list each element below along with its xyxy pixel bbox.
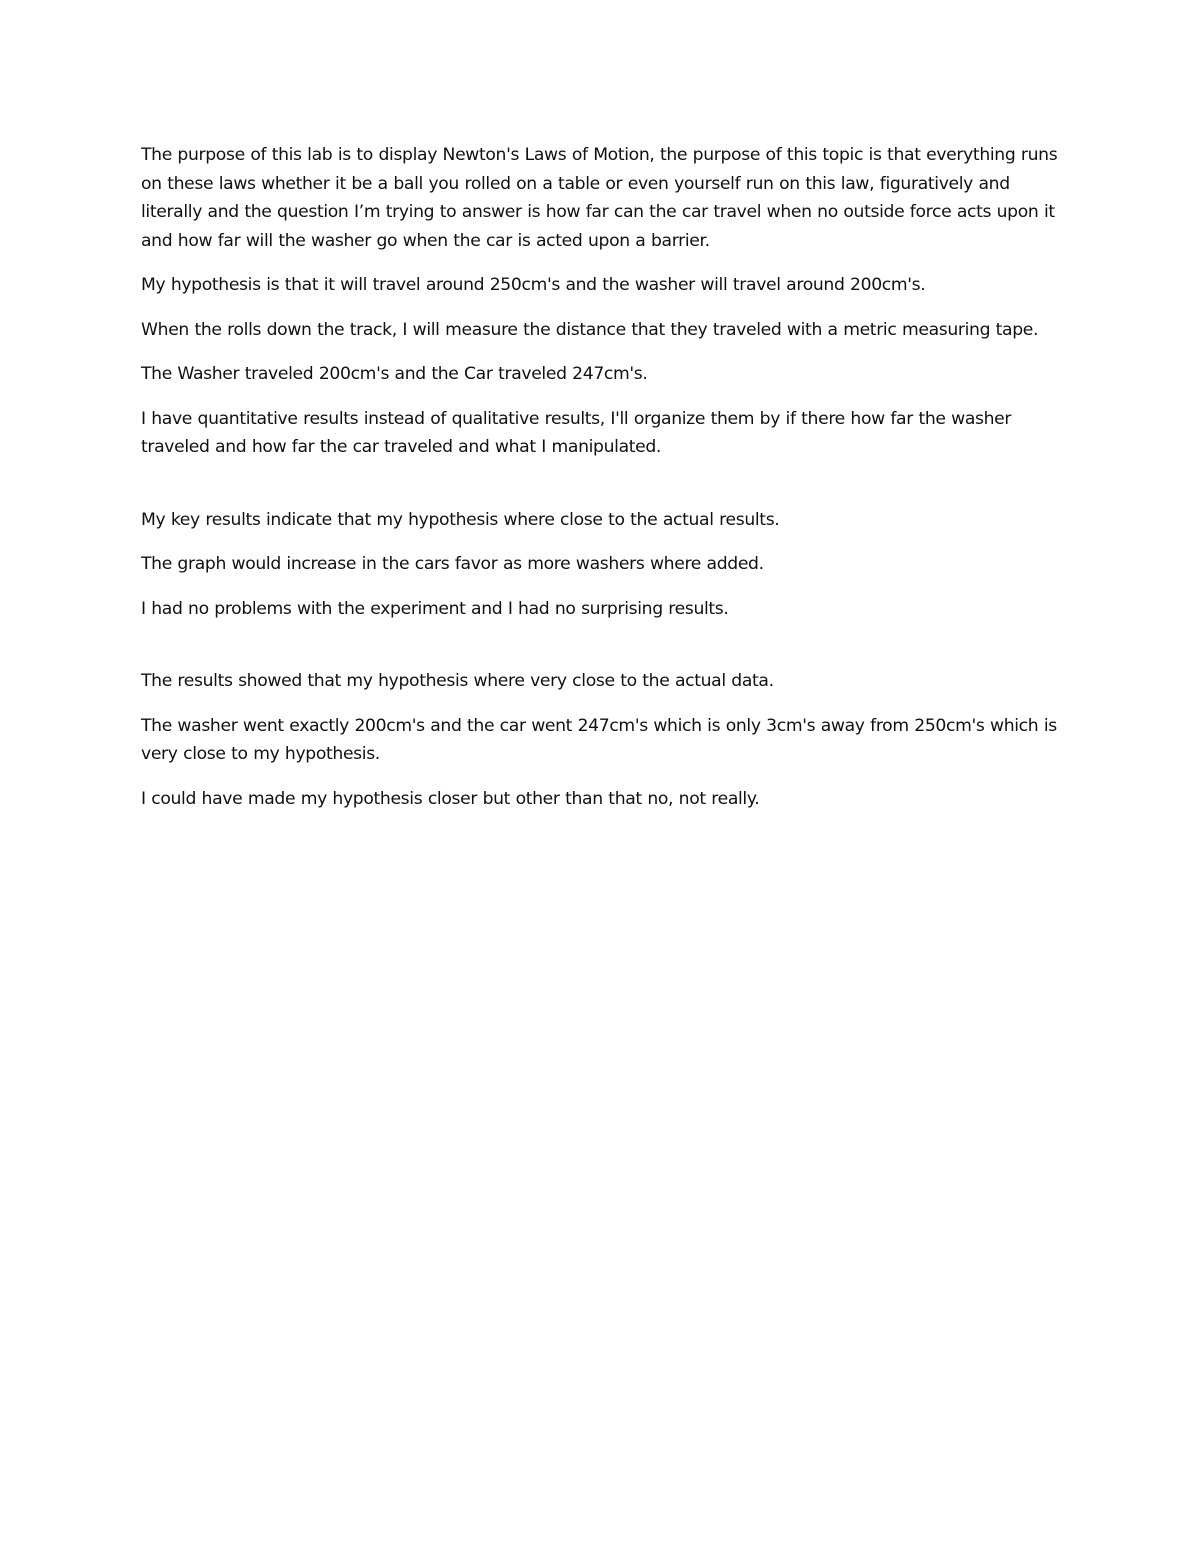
document-body [141,141,1071,829]
paragraph-measurements: The Washer traveled 200cm's and the Car traveled 247cm's. [141,364,648,384]
paragraph-purpose: The purpose of this lab is to display Newton's Laws of Motion, the purpose of this topic is that everything runs on these laws whether it be a ball you rolled on a table or even yourself run on this law, figuratively and literally and the question I’m trying to answer is how far can the car travel when no outside force acts upon it and how far will the washer go when the car is acted upon a barrier. [141,145,1058,251]
paragraph-comparison: The washer went exactly 200cm's and the car went 247cm's which is only 3cm's away from 250cm's which is very close to my hypothesis. [141,715,1057,764]
paragraph-method: When the rolls down the track, I will measure the distance that they traveled with a metric measuring tape. [141,319,1039,340]
paragraph-key-results: My key results indicate that my hypothesis where close to the actual results. [141,509,780,530]
paragraph-hypothesis: My hypothesis is that it will travel around 250cm's and the washer will travel around 200cm's. [141,275,926,295]
paragraph-problems: I had no problems with the experiment and I had no surprising results. [141,598,729,619]
paragraph-improvement: I could have made my hypothesis closer but other than that no, not really. [141,788,760,809]
paragraph-results-organization: I have quantitative results instead of qualitative results, I'll organize them by if there how far the washer traveled and how far the car traveled and what I manipulated. [141,408,1012,457]
paragraph-graph: The graph would increase in the cars favor as more washers where added. [141,554,764,574]
paragraph-conclusion: The results showed that my hypothesis where very close to the actual data. [141,671,774,691]
